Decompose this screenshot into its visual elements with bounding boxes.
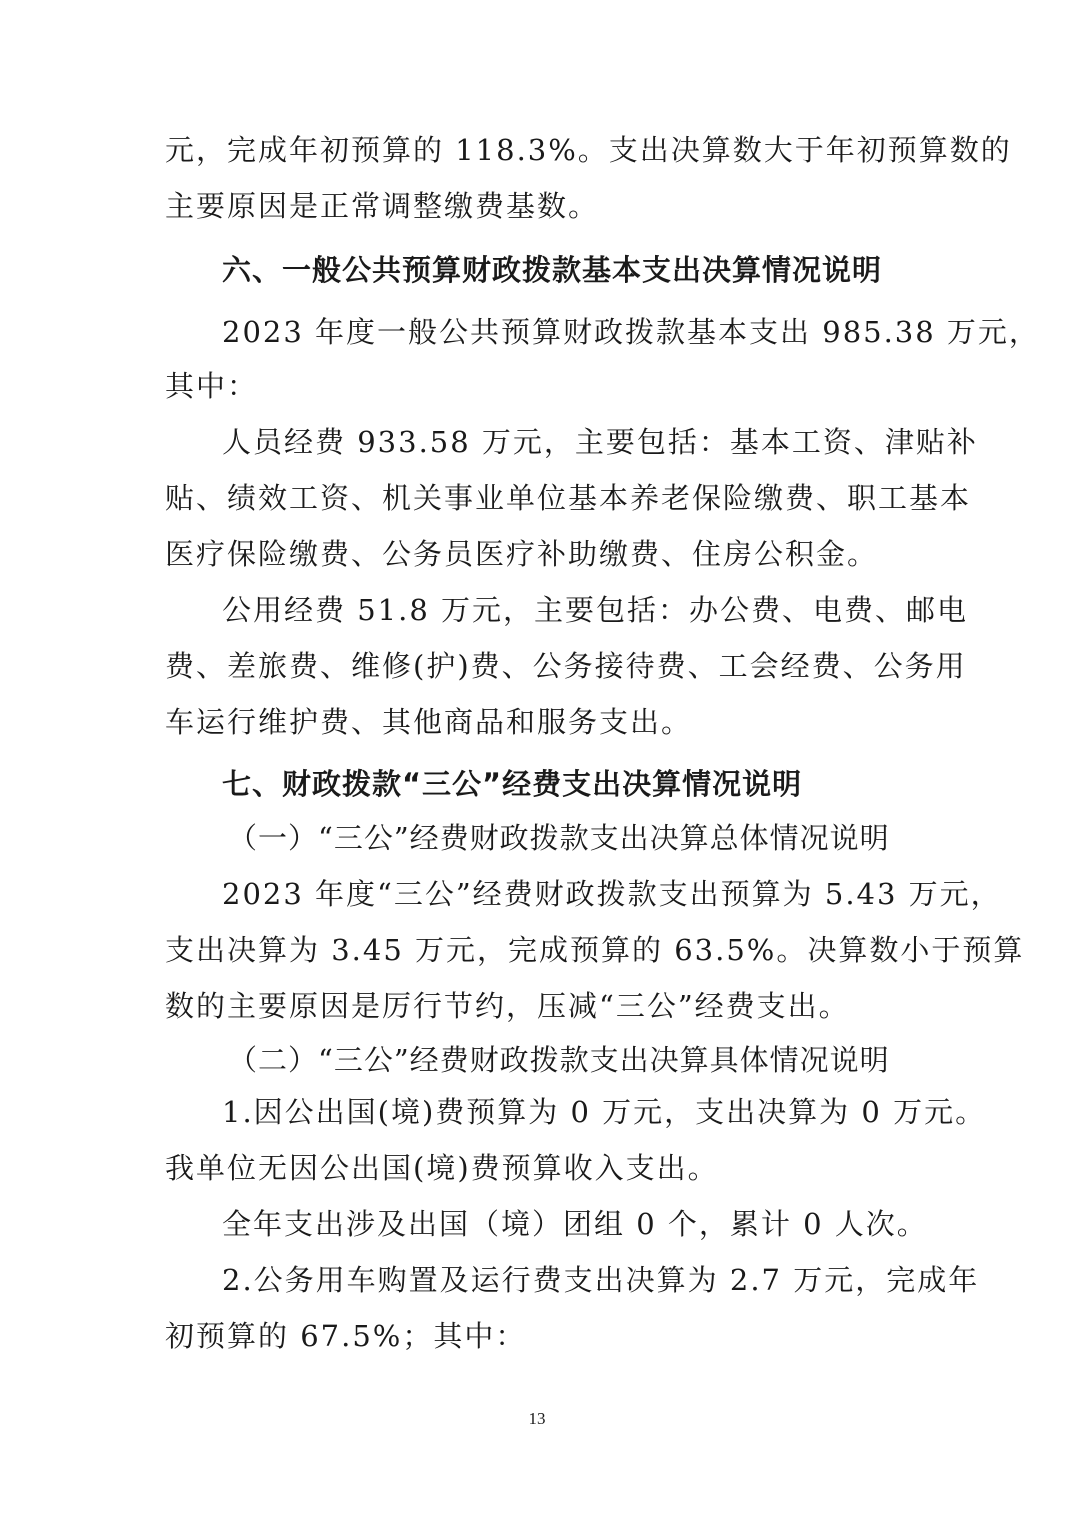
body-text-line: 初预算的 67.5%；其中： — [165, 1319, 527, 1353]
body-text-line: 人员经费 933.58 万元，主要包括：基本工资、津贴补 — [222, 425, 978, 459]
subsection-heading-2: （二）“三公”经费财政拨款支出决算具体情况说明 — [228, 1043, 890, 1077]
body-text-line: 其中： — [165, 369, 259, 403]
body-text-line: 车运行维护费、其他商品和服务支出。 — [165, 705, 693, 739]
body-text-line: 费、差旅费、维修(护)费、公务接待费、工会经费、公务用 — [165, 649, 967, 683]
body-text-line: 主要原因是正常调整缴费基数。 — [165, 189, 600, 223]
subsection-heading-1: （一）“三公”经费财政拨款支出决算总体情况说明 — [228, 821, 890, 855]
body-text-line: 贴、绩效工资、机关事业单位基本养老保险缴费、职工基本 — [165, 481, 972, 515]
body-text-line: 数的主要原因是厉行节约，压减“三公”经费支出。 — [165, 989, 850, 1023]
body-text-line: 元，完成年初预算的 118.3%。支出决算数大于年初预算数的 — [165, 133, 1012, 167]
body-text-line: 1.因公出国(境)费预算为 0 万元，支出决算为 0 万元。 — [222, 1095, 987, 1129]
body-text-line: 全年支出涉及出国（境）团组 0 个，累计 0 人次。 — [222, 1207, 928, 1241]
section-heading-7: 七、财政拨款“三公”经费支出决算情况说明 — [222, 767, 803, 801]
body-text-line: 支出决算为 3.45 万元，完成预算的 63.5%。决算数小于预算 — [165, 933, 1025, 967]
body-text-line: 2023 年度一般公共预算财政拨款基本支出 985.38 万元， — [222, 315, 1040, 349]
page-number: 13 — [528, 1409, 546, 1428]
body-text-line: 2.公务用车购置及运行费支出决算为 2.7 万元，完成年 — [222, 1263, 980, 1297]
body-text-line: 公用经费 51.8 万元，主要包括：办公费、电费、邮电 — [222, 593, 969, 627]
body-text-line: 医疗保险缴费、公务员医疗补助缴费、住房公积金。 — [165, 537, 879, 571]
body-text-line: 2023 年度“三公”经费财政拨款支出预算为 5.43 万元， — [222, 877, 1002, 911]
section-heading-6: 六、一般公共预算财政拨款基本支出决算情况说明 — [222, 253, 883, 287]
body-text-line: 我单位无因公出国(境)费预算收入支出。 — [165, 1151, 719, 1185]
